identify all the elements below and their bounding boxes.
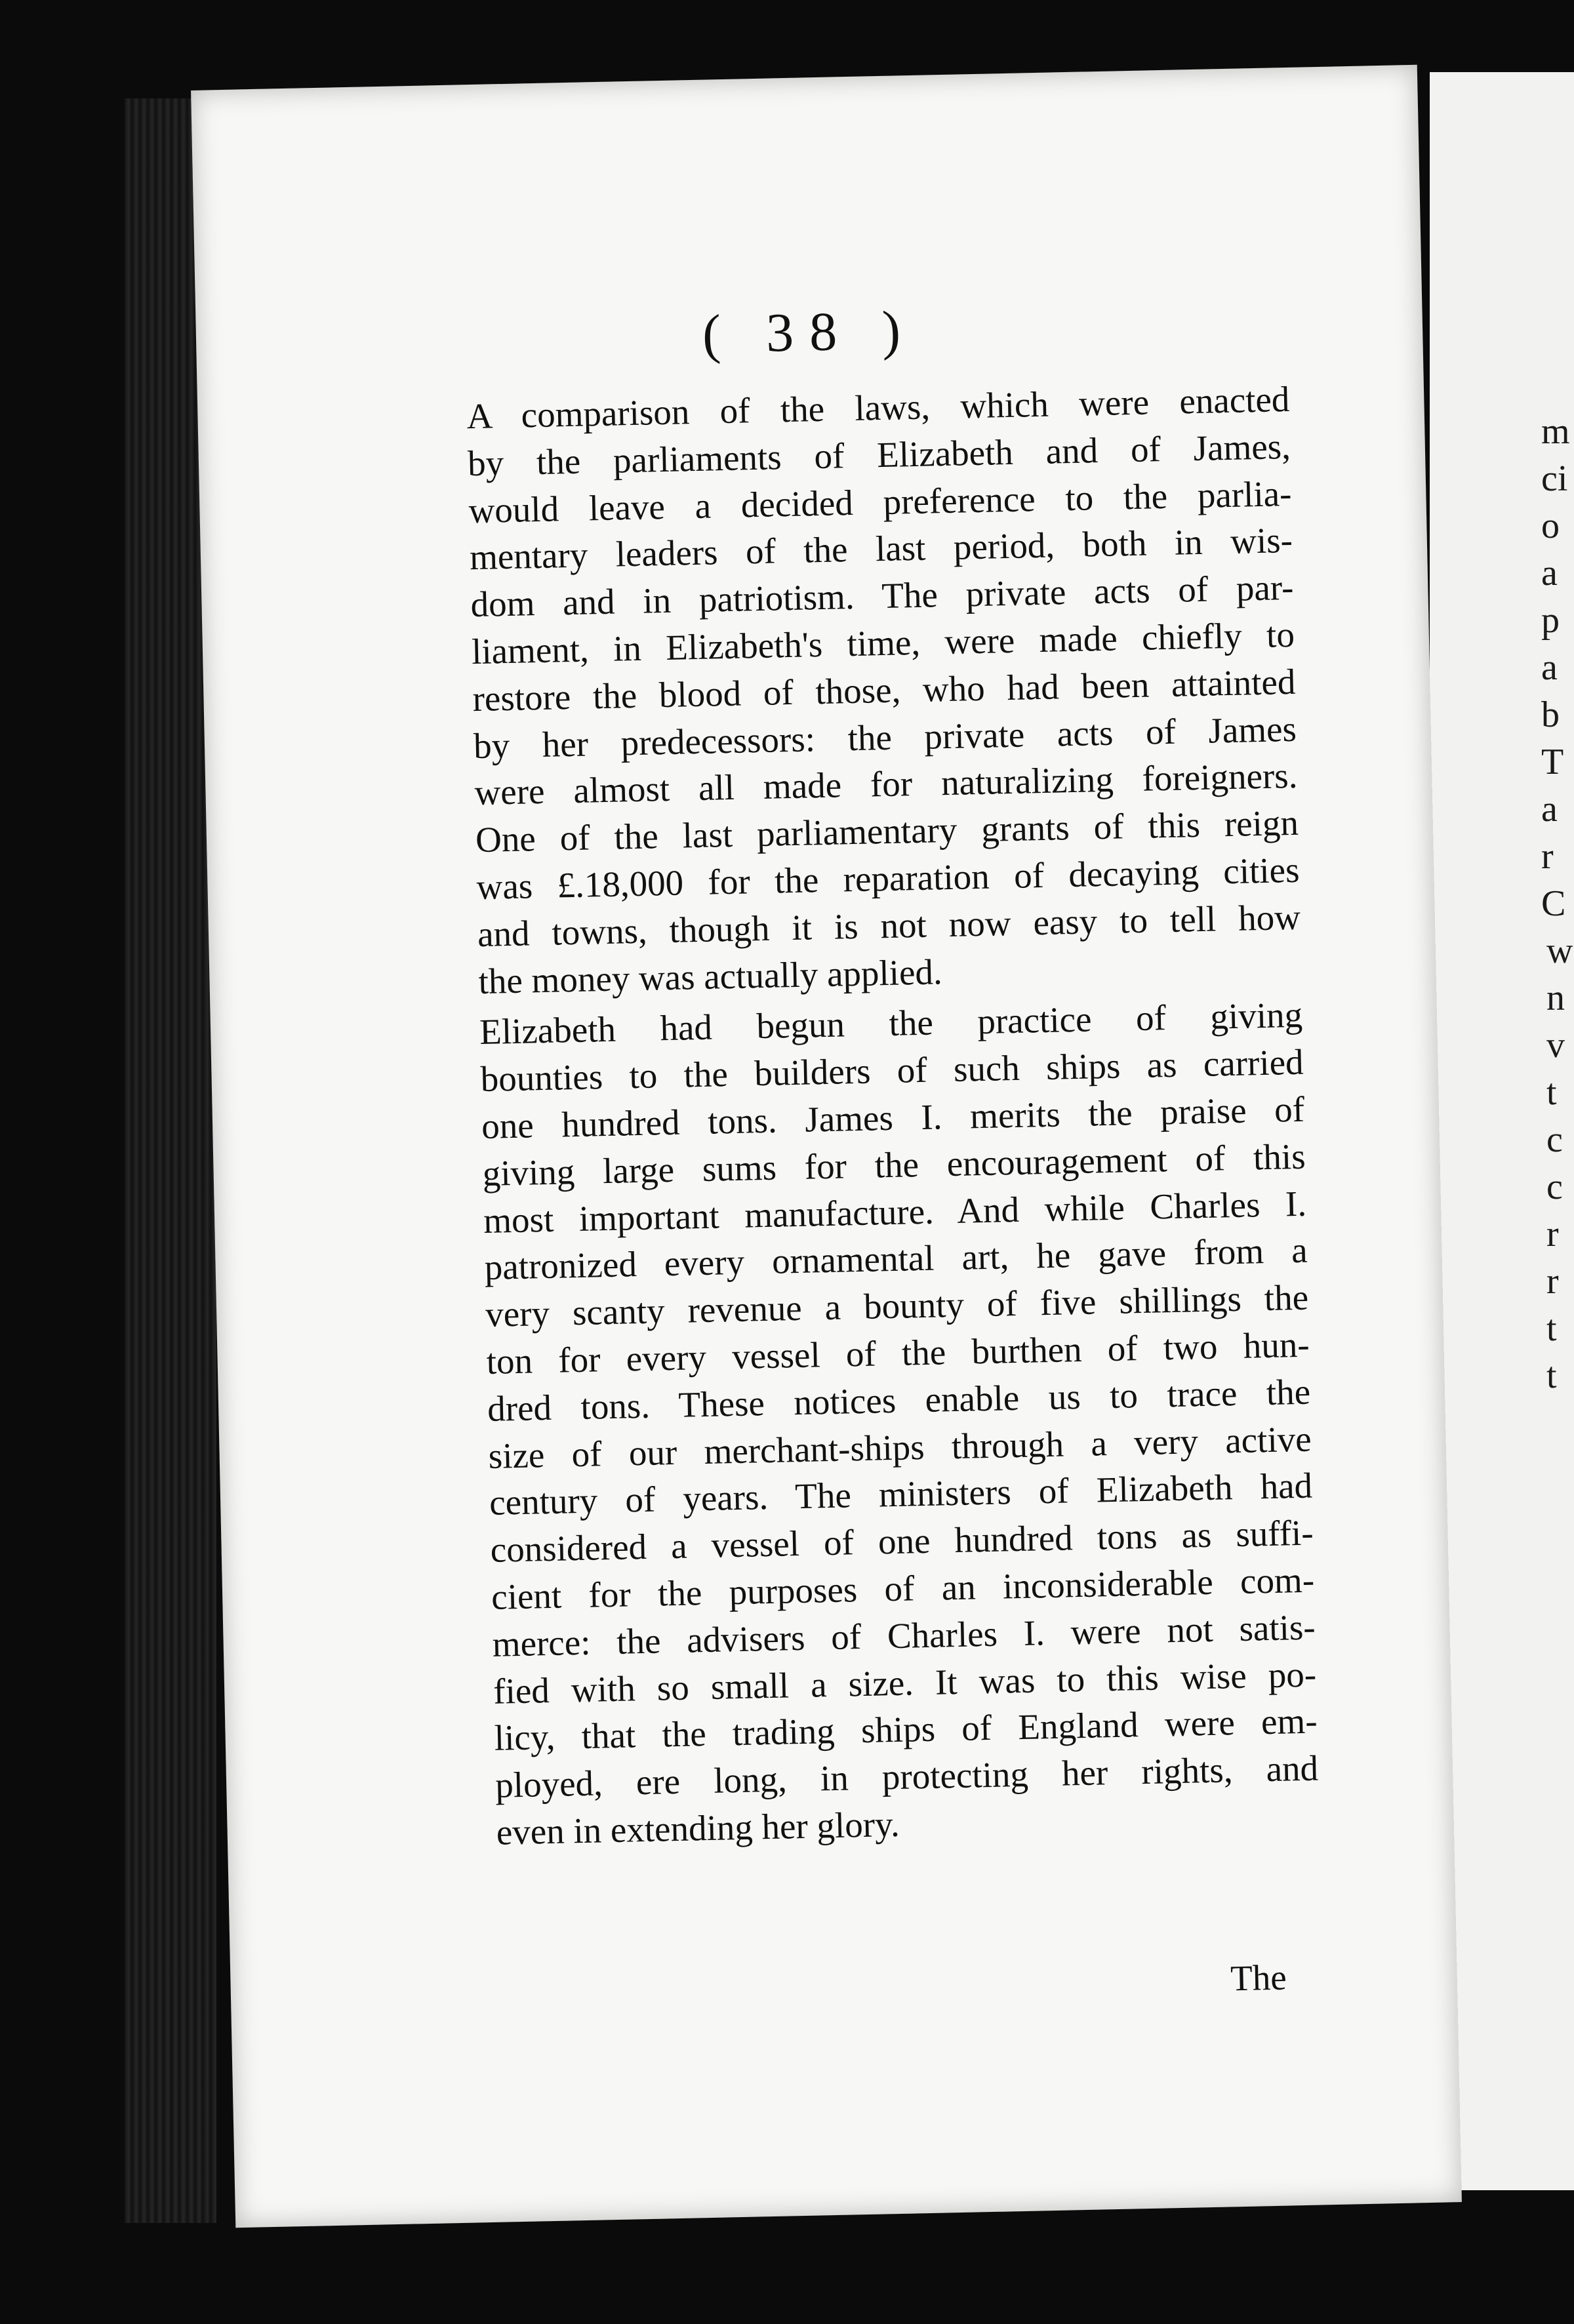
facing-page-fragment: r: [1546, 1214, 1559, 1254]
text-line: by the parliaments of Elizabeth and of James,: [467, 426, 1291, 484]
facing-page-fragment: p: [1541, 600, 1560, 641]
text-line: A comparison of the laws, which were enacted: [466, 378, 1290, 437]
text-line: patronized every ornamental art, he gave from a: [484, 1230, 1308, 1288]
text-line: one hundred tons. James I. merits the praise of: [481, 1089, 1305, 1146]
text-line: would leave a decided preference to the parlia-: [468, 473, 1292, 531]
facing-page-fragment: c: [1546, 1119, 1563, 1160]
text-line: even in extending her glory.: [496, 1803, 900, 1853]
text-line: were almost all made for naturalizing foreigners.: [474, 755, 1298, 813]
facing-page-fragment: r: [1546, 1261, 1559, 1302]
text-line: and towns, though it is not now easy to tell how: [477, 896, 1301, 954]
text-line: giving large sums for the encouragement of this: [482, 1136, 1306, 1193]
facing-page-fragment: w: [1546, 931, 1573, 971]
text-line: bounties to the builders of such ships as carried: [480, 1041, 1304, 1100]
text-line: One of the last parliamentary grants of this reign: [475, 802, 1299, 860]
facing-page-fragment: t: [1546, 1355, 1557, 1396]
text-line: mentary leaders of the last period, both in wis-: [469, 520, 1293, 578]
facing-page-fragment: o: [1541, 506, 1560, 546]
text-line: very scanty revenue a bounty of five shillings the: [485, 1277, 1309, 1335]
text-line: licy, that the trading ships of England were em-: [494, 1700, 1318, 1759]
text-line: dred tons. These notices enable us to trace the: [487, 1371, 1311, 1429]
text-line: merce: the advisers of Charles I. were not satis-: [492, 1607, 1316, 1664]
text-line: most important manufacture. And while Charles I.: [483, 1183, 1307, 1241]
facing-page-fragment: ci: [1541, 458, 1568, 499]
body-text: [430, 376, 1320, 1861]
facing-page-fragment: C: [1541, 883, 1566, 924]
facing-page-fragment: v: [1546, 1025, 1565, 1066]
text-line: size of our merchant-ships through a very active: [488, 1418, 1312, 1476]
text-line: ployed, ere long, in protecting her rights, and: [494, 1748, 1319, 1805]
facing-page-fragment: n: [1546, 978, 1565, 1018]
text-line: restore the blood of those, who had been attainted: [472, 661, 1296, 719]
facing-page-fragment: m: [1541, 411, 1570, 452]
text-line: century of years. The ministers of Elizabeth had: [489, 1465, 1313, 1523]
paragraph: [430, 376, 1302, 1006]
facing-page-fragment: c: [1546, 1167, 1563, 1207]
facing-page-fragment: b: [1541, 694, 1560, 735]
facing-page-fragment: t: [1546, 1072, 1557, 1113]
facing-page-fragment: T: [1541, 742, 1564, 782]
facing-page-fragment: a: [1541, 789, 1558, 830]
text-line: was £.18,000 for the reparation of decaying cities: [475, 849, 1300, 908]
text-line: liament, in Elizabeth's time, were made chiefly to: [471, 614, 1295, 672]
book-page: [191, 65, 1462, 2228]
text-line: fied with so small a size. It was to this wise po-: [493, 1654, 1317, 1712]
text-line: the money was actually applied.: [477, 951, 943, 1001]
text-line: ton for every vessel of the burthen of two hun-: [486, 1324, 1310, 1382]
paragraph: [443, 992, 1320, 1856]
text-line: dom and in patriotism. The private acts of par-: [470, 567, 1294, 625]
facing-page-fragment: t: [1546, 1308, 1557, 1349]
text-line: Elizabeth had begun the practice of giving: [479, 995, 1303, 1052]
facing-page-fragment: r: [1541, 836, 1554, 877]
facing-page-fragment: a: [1541, 647, 1558, 688]
text-line: considered a vessel of one hundred tons as suffi-: [490, 1512, 1314, 1570]
page-number: ( 38 ): [702, 299, 917, 365]
facing-page-fragment: a: [1541, 553, 1558, 593]
text-line: cient for the purposes of an inconsiderable com-: [491, 1559, 1315, 1617]
catchword: The: [1230, 1957, 1287, 1999]
text-line: by her predecessors: the private acts of James: [473, 708, 1297, 766]
